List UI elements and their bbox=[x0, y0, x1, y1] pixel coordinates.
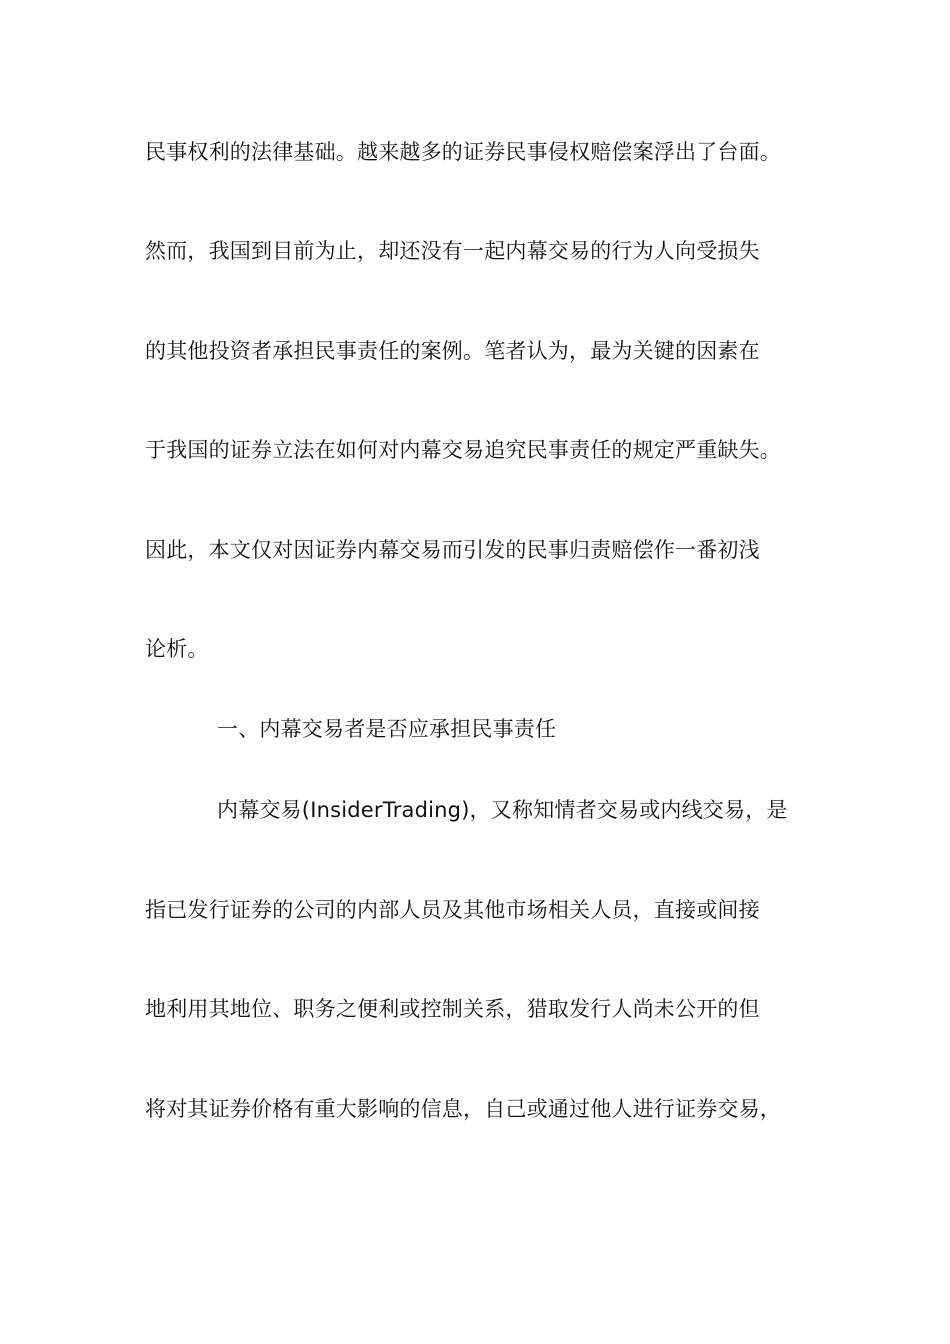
section-heading: 一、内幕交易者是否应承担民事责任 bbox=[217, 717, 557, 741]
text-line: 内幕交易(InsiderTrading)，又称知情者交易或内线交易，是 bbox=[217, 798, 788, 822]
text-line: 然而，我国到目前为止，却还没有一起内幕交易的行为人向受损失 bbox=[145, 239, 760, 263]
text-line: 论析。 bbox=[145, 637, 209, 661]
text-line: 将对其证券价格有重大影响的信息，自己或通过他人进行证券交易， bbox=[145, 1097, 781, 1121]
text-line: 于我国的证券立法在如何对内幕交易追究民事责任的规定严重缺失。 bbox=[145, 438, 781, 462]
text-line: 因此，本文仅对因证券内幕交易而引发的民事归责赔偿作一番初浅 bbox=[145, 538, 760, 562]
text-line: 的其他投资者承担民事责任的案例。笔者认为，最为关键的因素在 bbox=[145, 339, 760, 363]
text-line: 民事权利的法律基础。越来越多的证券民事侵权赔偿案浮出了台面。 bbox=[145, 140, 781, 164]
text-line: 地利用其地位、职务之便利或控制关系，猎取发行人尚未公开的但 bbox=[145, 997, 760, 1021]
text-line: 指已发行证券的公司的内部人员及其他市场相关人员，直接或间接 bbox=[145, 898, 760, 922]
